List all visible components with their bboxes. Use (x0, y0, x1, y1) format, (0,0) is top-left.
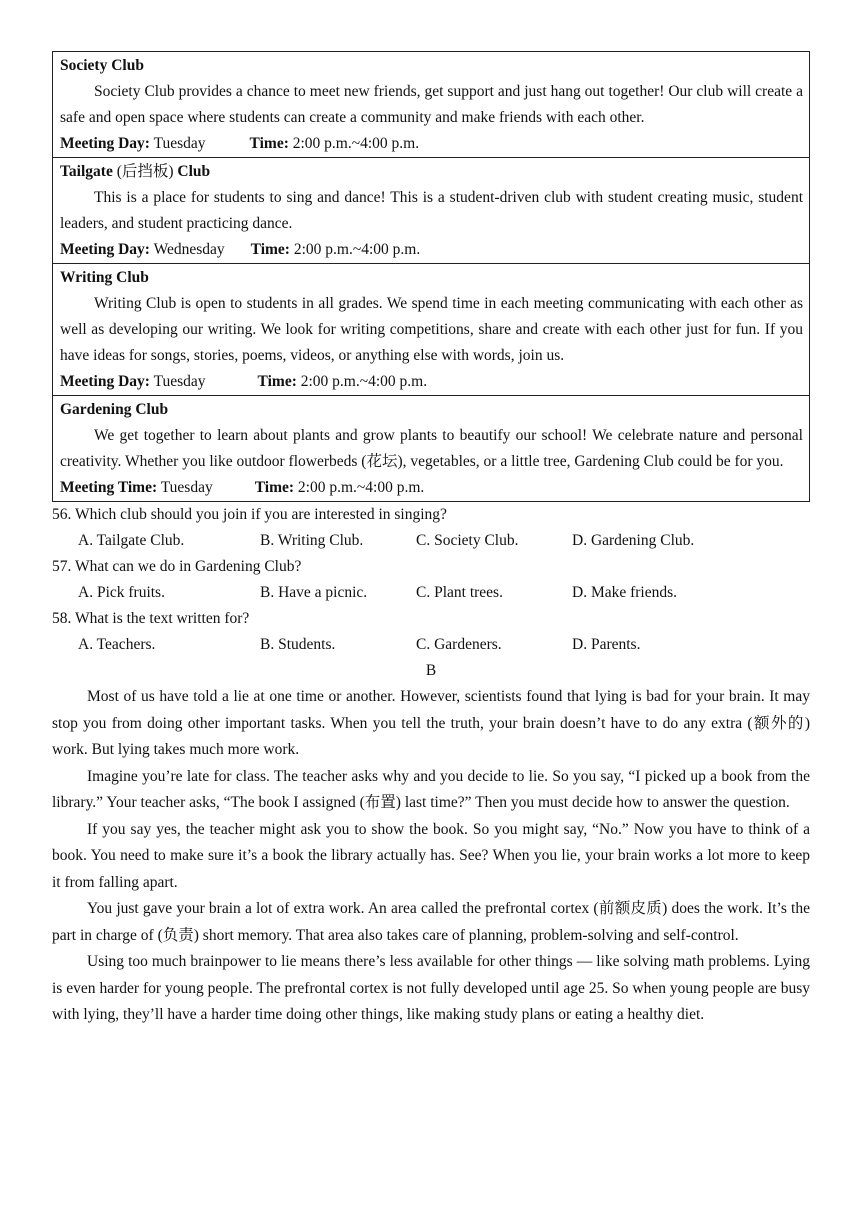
option-b: B. Students. (260, 636, 336, 653)
question-57 (52, 554, 810, 606)
passage-paragraph: You just gave your brain a lot of extra work. An area called the prefrontal cortex (前额皮质) does the work. It’s the part in charge of (负责) short memory. That area also takes care of planning, problem-solving and self-control. (52, 900, 810, 944)
option-c: C. Plant trees. (416, 584, 503, 601)
passage-paragraph: Imagine you’re late for class. The teacher asks why and you decide to lie. So you say, “I picked up a book from the library.” Your teacher asks, “The book I assigned (布置) last time?” Then you must decide how to answer the question. (52, 767, 810, 811)
club-title: Tailgate (后挡板) Club (60, 163, 211, 180)
club-schedule: Meeting Time: Tuesday Time: 2:00 p.m.~4:00 p.m. (60, 479, 425, 496)
option-d: D. Gardening Club. (572, 532, 695, 549)
passage-paragraph: If you say yes, the teacher might ask you to show the book. So you might say, “No.” Now you have to think of a book. You need to make sure it’s a book the library actually has. See? When you lie, your brain works a lot more to keep it from falling apart. (52, 820, 810, 891)
answer-options (52, 632, 810, 658)
answer-options (52, 580, 810, 606)
question-56 (52, 502, 810, 554)
passage-paragraph: Most of us have told a lie at one time or another. However, scientists found that lying is bad for your brain. It may stop you from doing other important tasks. When you tell the truth, your brain doesn’t have to do any extra (额外的) work. But lying takes much more work. (52, 688, 810, 758)
section-heading: B (425, 662, 437, 679)
club-title: Gardening Club (60, 401, 169, 418)
club-row-tailgate (53, 158, 810, 264)
question-text: 57. What can we do in Gardening Club? (52, 558, 302, 575)
option-b: B. Have a picnic. (260, 584, 368, 601)
option-d: D. Parents. (572, 636, 641, 653)
option-a: A. Tailgate Club. (78, 532, 185, 549)
answer-options (52, 528, 810, 554)
club-title: Society Club (60, 57, 144, 74)
question-text: 56. Which club should you join if you are interested in singing? (52, 506, 447, 523)
option-d: D. Make friends. (572, 584, 678, 601)
club-schedule: Meeting Day: Tuesday Time: 2:00 p.m.~4:00 p.m. (60, 135, 420, 152)
club-schedule: Meeting Day: Tuesday Time: 2:00 p.m.~4:00 p.m. (60, 373, 428, 390)
club-row-society (53, 52, 810, 158)
reading-passage (52, 684, 810, 1029)
option-a: A. Teachers. (78, 636, 156, 653)
exam-page (52, 51, 810, 1029)
option-c: C. Society Club. (416, 532, 519, 549)
club-schedule: Meeting Day: Wednesday Time: 2:00 p.m.~4:00 p.m. (60, 241, 421, 258)
passage-paragraph: Using too much brainpower to lie means there’s less available for other things — like solving math problems. Lying is even harder for young people. The prefrontal cortex is not fully developed until age 25. So when young people are busy with lying, they’ll have a harder time doing other things, like making study plans or eating a healthy diet. (52, 953, 810, 1023)
club-description: This is a place for students to sing and dance! This is a student-driven club with student creating music, student leaders, and student practicing dance. (60, 189, 803, 232)
club-description: We get together to learn about plants and grow plants to beautify our school! We celebrate nature and personal creativity. Whether you like outdoor flowerbeds (花坛), vegetables, or a little tree, Gardening Club could be for you. (60, 427, 803, 470)
option-c: C. Gardeners. (416, 636, 502, 653)
club-description: Writing Club is open to students in all grades. We spend time in each meeting communicating with each other as well as developing our writing. We look for writing competitions, share and create with each other just for fun. If you have ideas for songs, stories, poems, videos, or anything else with words, join us. (60, 295, 803, 364)
club-row-gardening (53, 396, 810, 502)
club-title: Writing Club (60, 269, 149, 286)
clubs-table (52, 51, 810, 502)
option-a: A. Pick fruits. (78, 584, 165, 601)
question-58 (52, 606, 810, 658)
club-row-writing (53, 264, 810, 396)
option-b: B. Writing Club. (260, 532, 364, 549)
club-description: Society Club provides a chance to meet new friends, get support and just hang out together! Our club will create a safe and open space where students can create a community and make friends with each other. (60, 83, 803, 126)
question-text: 58. What is the text written for? (52, 610, 250, 627)
